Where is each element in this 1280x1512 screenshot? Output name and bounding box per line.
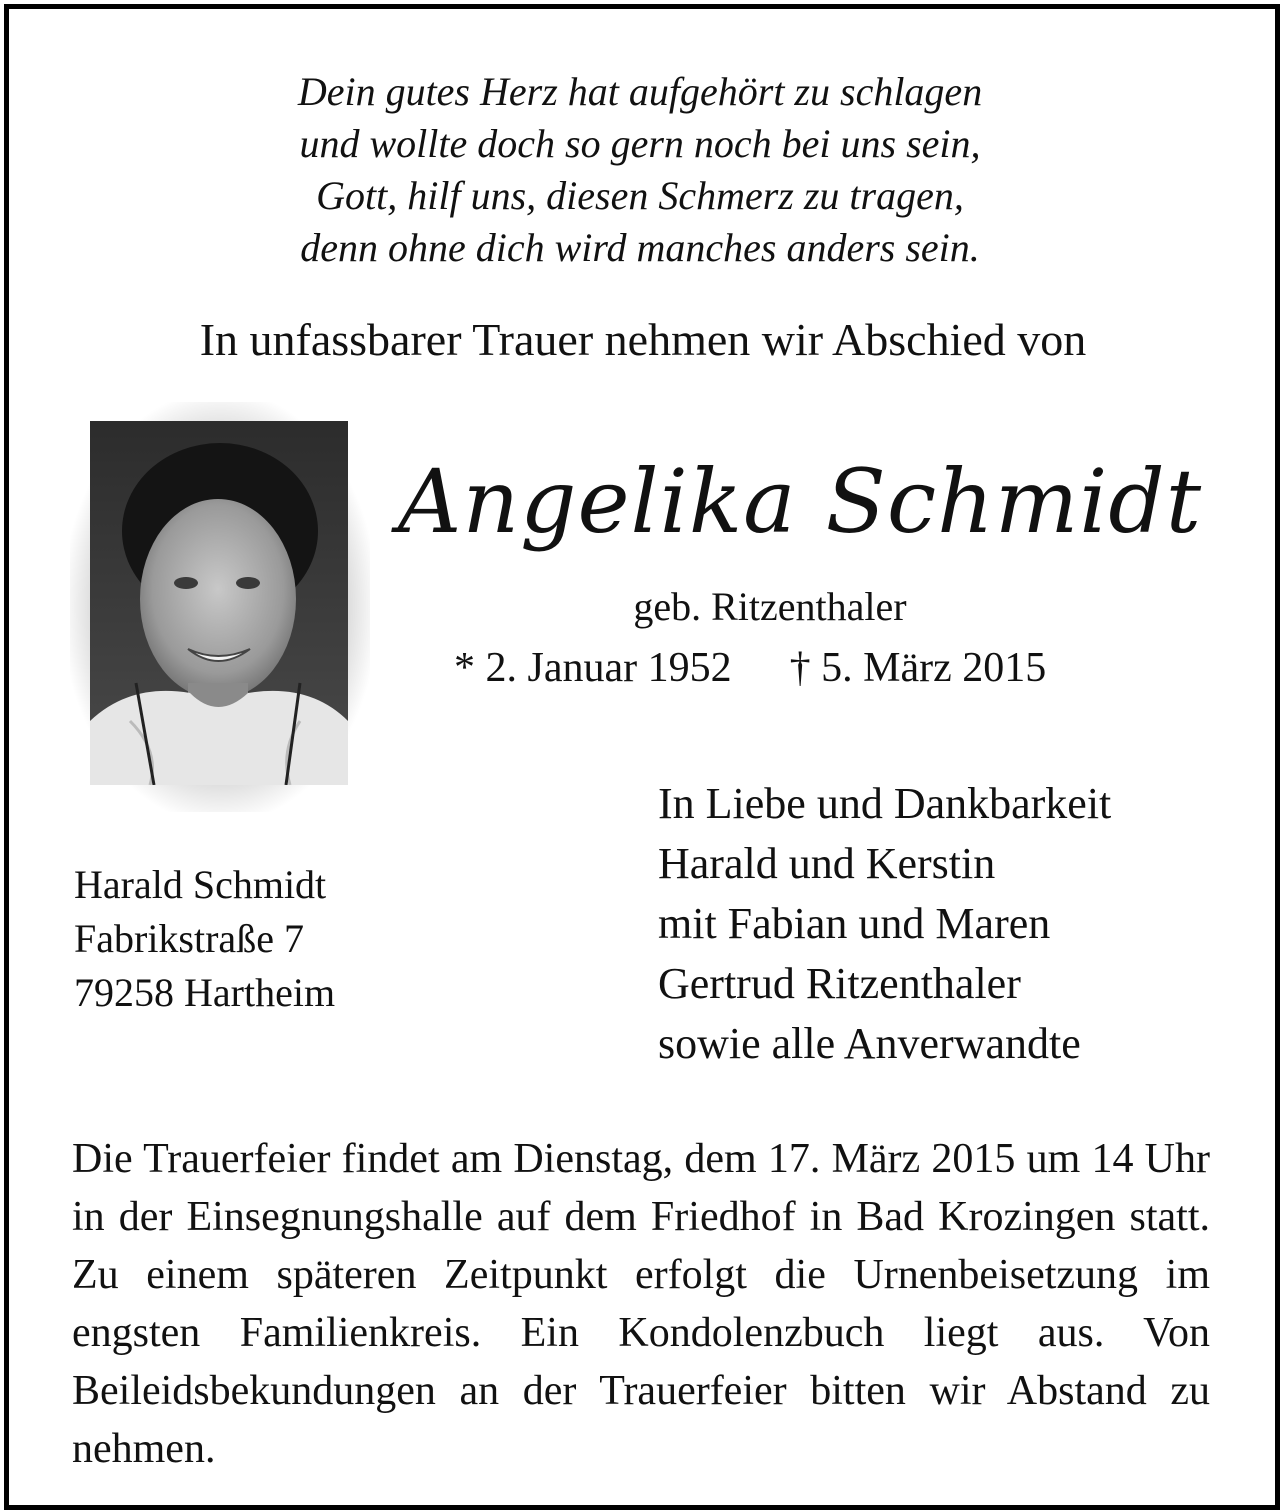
maiden-name: geb. Ritzenthaler xyxy=(633,584,907,629)
address-line: Harald Schmidt xyxy=(74,862,327,907)
mourners-list xyxy=(658,774,1111,1074)
poem-line: Gott, hilf uns, diesen Schmerz zu tragen, xyxy=(316,173,964,218)
portrait-illustration xyxy=(90,421,348,785)
mourners-line: sowie alle Anverwandte xyxy=(658,1019,1081,1068)
mourners-line: mit Fabian und Maren xyxy=(658,899,1051,948)
poem xyxy=(0,66,1280,274)
mourners-line: Gertrud Ritzenthaler xyxy=(658,959,1021,1008)
poem-line: und wollte doch so gern noch bei uns sein, xyxy=(299,121,981,166)
death-date: † 5. März 2015 xyxy=(789,645,1047,691)
deceased-name: Angelika Schmidt xyxy=(397,450,1203,553)
poem-line: denn ohne dich wird manches anders sein. xyxy=(300,225,980,270)
intro-text: In unfassbarer Trauer nehmen wir Abschied von xyxy=(199,314,1087,365)
poem-line: Dein gutes Herz hat aufgehört zu schlagen xyxy=(297,69,983,114)
mourners-line: In Liebe und Dankbarkeit xyxy=(658,779,1112,828)
address-line: 79258 Hartheim xyxy=(74,970,336,1015)
address-line: Fabrikstraße 7 xyxy=(74,916,304,961)
mourners-line: Harald und Kerstin xyxy=(658,839,996,888)
portrait-photo xyxy=(90,421,348,785)
contact-address xyxy=(74,858,335,1020)
birth-date: * 2. Januar 1952 xyxy=(454,645,732,691)
life-dates xyxy=(454,642,1046,694)
funeral-notice-text: Die Trauerfeier findet am Dienstag, dem 17. März 2015 um 14 Uhr in der Einsegnungshalle auf dem Friedhof in Bad Krozingen statt. Zu einem späteren Zeitpunkt erfolgt die Urnenbeisetzung im engsten Familienkreis. Ein Kondolenzbuch liegt aus. Von Beileidsbekundungen an der Trauerfeier bitten wir Abstand zu nehmen. xyxy=(72,1136,1210,1472)
